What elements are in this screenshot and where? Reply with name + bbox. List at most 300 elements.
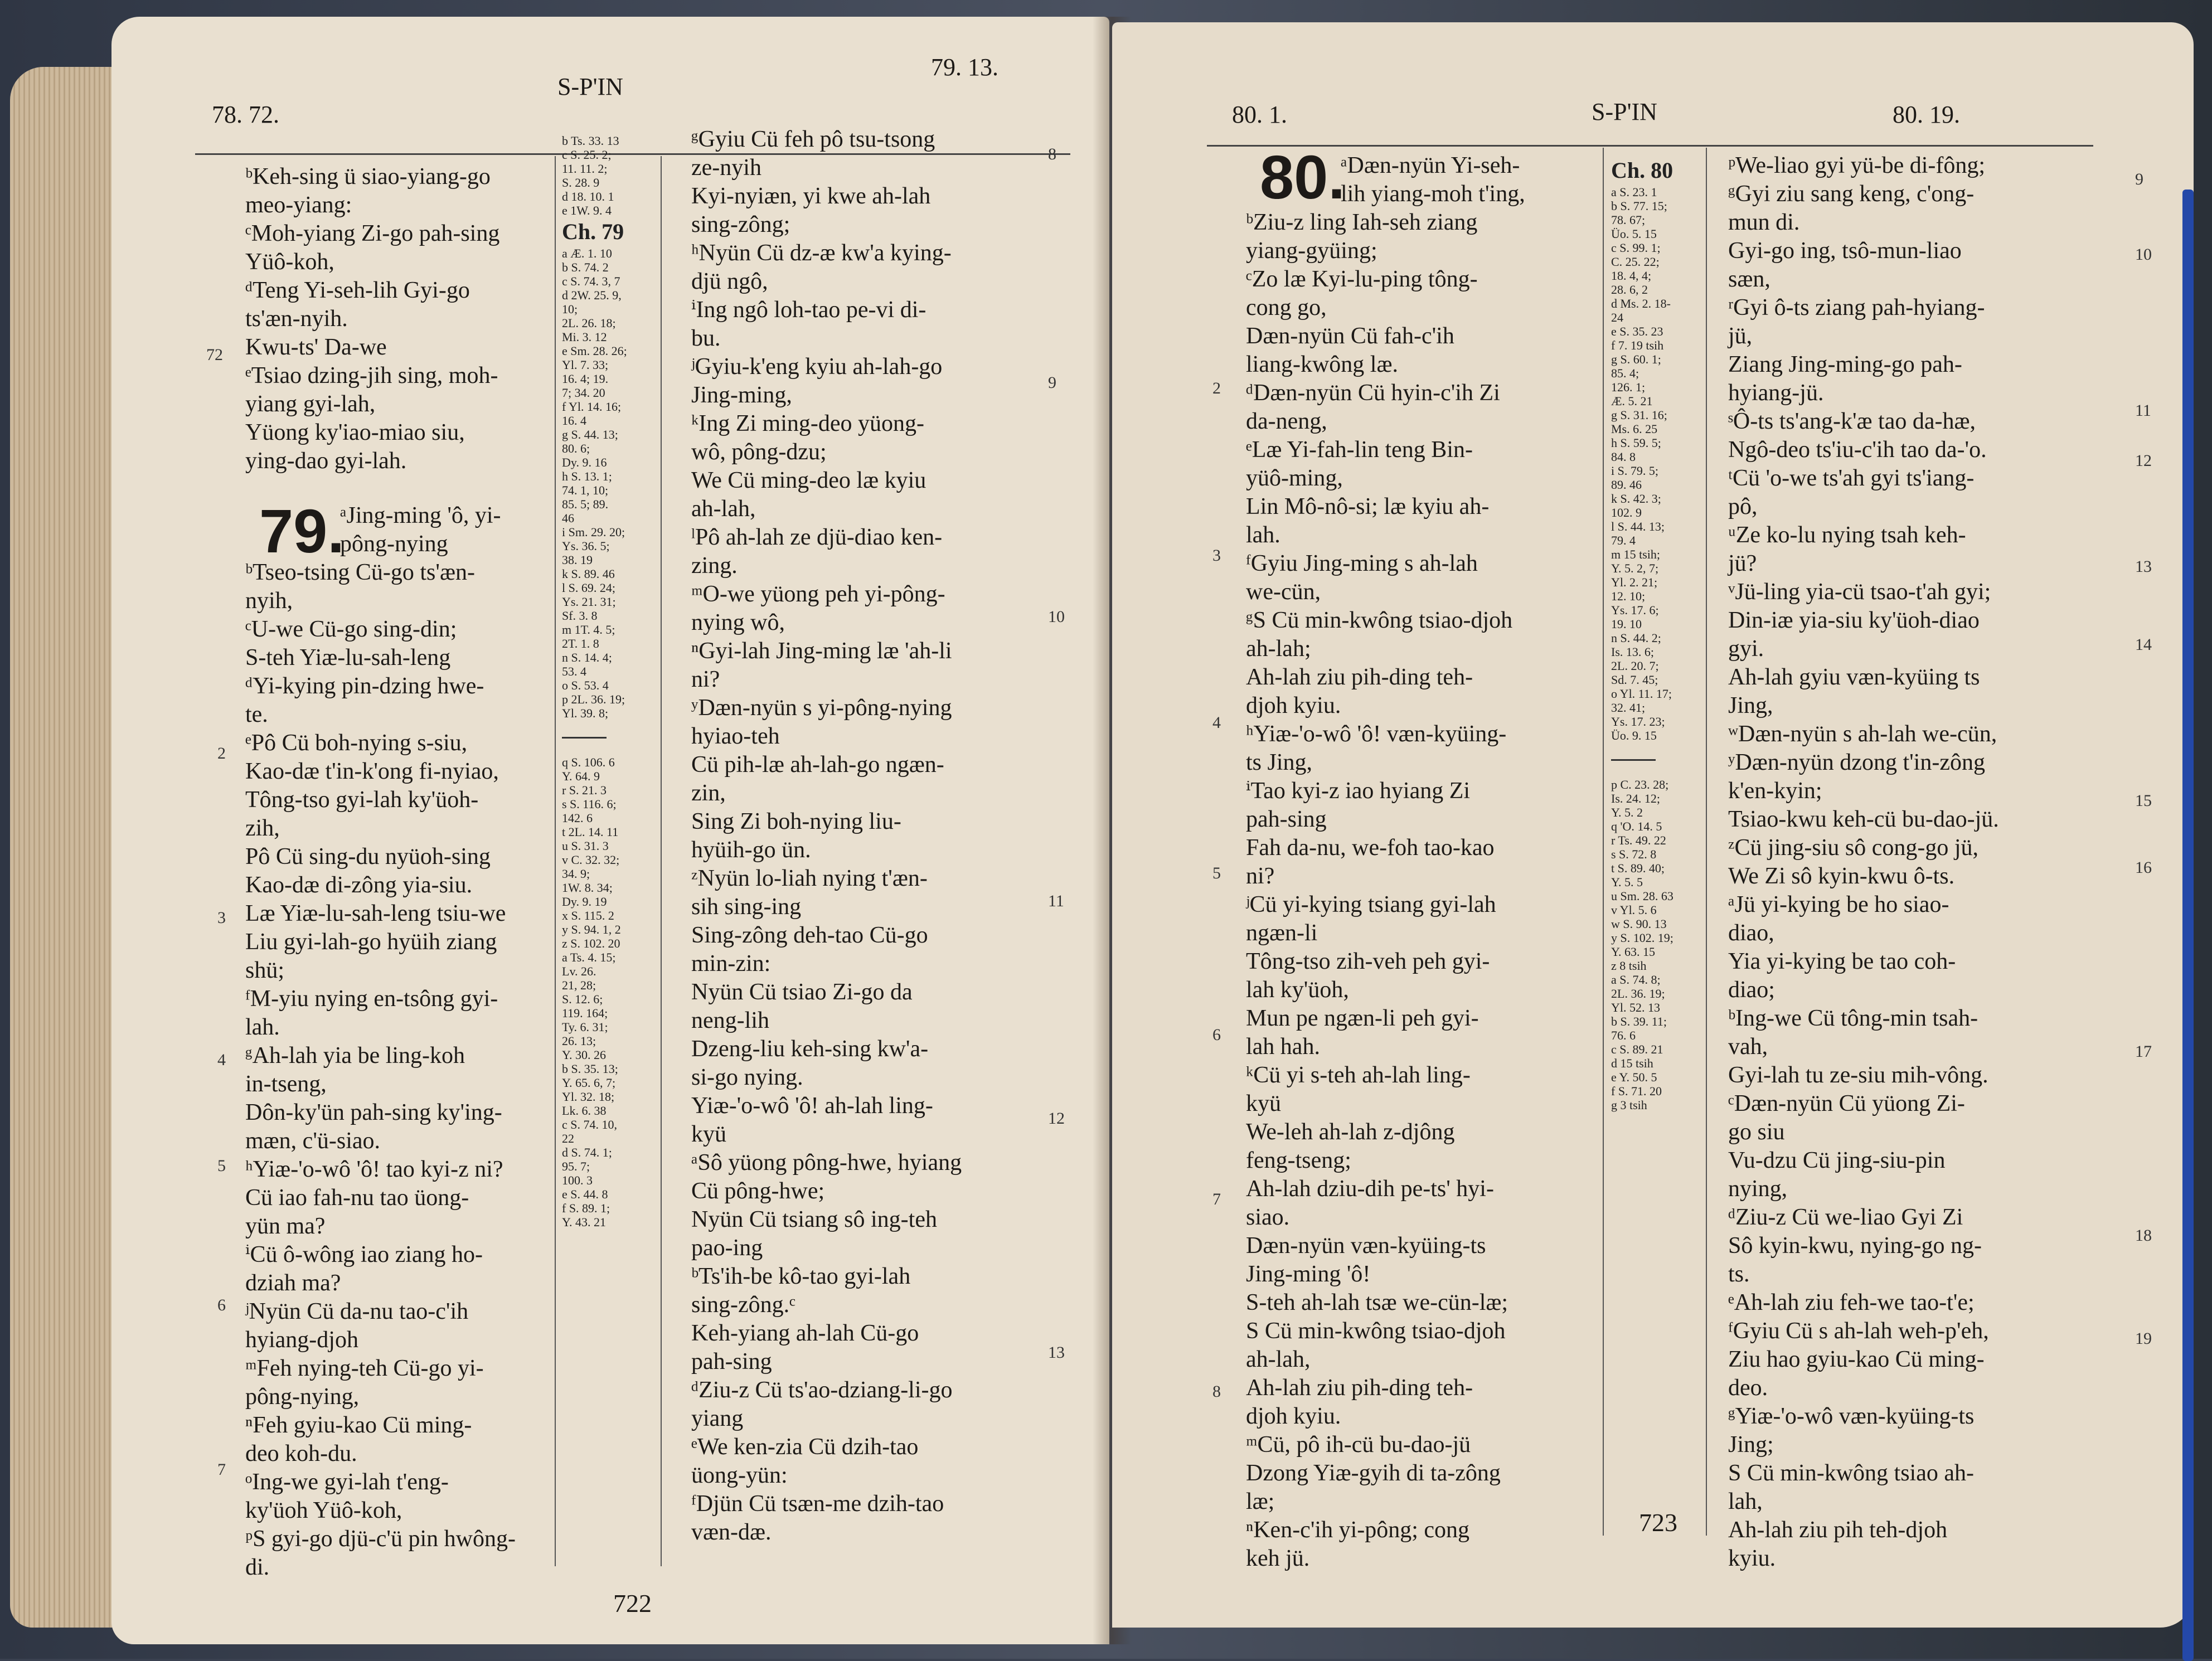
verse-line: We-leh ah-lah z-djông — [1246, 1119, 1455, 1145]
page-edges — [10, 67, 122, 1628]
verse-number: 11 — [1048, 892, 1064, 910]
verse-line: di. — [245, 1555, 270, 1580]
verse-line: Dzeng-liu keh-sing kw'a- — [691, 1036, 929, 1062]
verse-line: hyiang-jü. — [1728, 380, 1824, 406]
reference-entry: Æ. 5. 21 — [1611, 394, 1653, 408]
reference-entry: 11. 11. 2; — [562, 162, 608, 176]
verse-line: we-cün, — [1246, 579, 1321, 605]
reference-entry: 19. 10 — [1611, 617, 1642, 631]
verse-line: lah, — [1728, 1489, 1763, 1514]
reference-entry: 79. 4 — [1611, 533, 1636, 547]
reference-entry: 53. 4 — [562, 664, 586, 678]
verse-line: lah hah. — [1246, 1034, 1320, 1060]
right-references-column — [1611, 156, 1700, 1112]
reference-entry: p 2L. 36. 19; — [562, 692, 625, 706]
reference-entry: 7; 34. 20 — [562, 386, 605, 400]
reference-entry: m 15 tsih; — [1611, 547, 1661, 561]
reference-entry: 46 — [562, 511, 574, 525]
verse-line: feng-tseng; — [1246, 1148, 1351, 1173]
verse-line: ᶠGyiu Jing-ming s ah-lah — [1246, 551, 1478, 576]
verse-line: Dzong Yiæ-gyih di ta-zông — [1246, 1460, 1501, 1486]
reference-entry: Y. 63. 15 — [1611, 945, 1656, 959]
verse-line: ᵍGyi ziu sang keng, c'ong- — [1728, 181, 1975, 207]
reference-entry: k S. 42. 3; — [1611, 492, 1661, 506]
verse-line: min-zin: — [691, 951, 771, 977]
reference-entry: b S. 35. 13; — [562, 1062, 618, 1076]
verse-line: jü? — [1728, 551, 1757, 576]
verse-line: djü ngô, — [691, 269, 768, 294]
reference-entry: n S. 44. 2; — [1611, 631, 1661, 645]
verse-line: Dæn-nyün væn-kyüing-ts — [1246, 1233, 1486, 1259]
verse-line: sing-zông.ᶜ — [691, 1292, 795, 1318]
reference-entry: v Yl. 5. 6 — [1611, 903, 1657, 917]
verse-line: shü; — [245, 958, 285, 983]
bookmark-ribbon — [2182, 190, 2194, 1661]
reference-entry: Yl. 52. 13 — [1611, 1001, 1660, 1014]
reference-entry: Yl. 2. 21; — [1611, 575, 1658, 589]
verse-line: ˡPô ah-lah ze djü-diao ken- — [691, 524, 943, 550]
verse-number: 17 — [2135, 1042, 2152, 1061]
refs-separator — [1611, 759, 1656, 761]
reference-entry: r S. 21. 3 — [562, 783, 607, 797]
reference-entry: 34. 9; — [562, 867, 590, 881]
verse-line: Lin Mô-nô-si; læ kyiu ah- — [1246, 494, 1490, 519]
verse-line: lah. — [245, 1014, 280, 1040]
reference-entry: e 1W. 9. 4 — [562, 203, 612, 217]
left-column-divider-2 — [661, 156, 662, 1566]
reference-entry: c S. 99. 1; — [1611, 241, 1661, 255]
reference-entry: Is. 13. 6; — [1611, 645, 1654, 659]
right-page-number: 723 — [1639, 1508, 1677, 1537]
reference-entry: g S. 60. 1; — [1611, 352, 1661, 366]
verse-line: Yüong ky'iao-miao siu, — [245, 420, 465, 445]
left-header-right: 79. 13. — [931, 54, 998, 81]
verse-line: lah. — [1246, 522, 1280, 548]
verse-number: 6 — [1212, 1026, 1221, 1044]
reference-entry: Is. 24. 12; — [1611, 791, 1660, 805]
reference-entry: u Sm. 28. 63 — [1611, 889, 1673, 903]
verse-line: ᵘZe ko-lu nying tsah keh- — [1728, 522, 1966, 548]
verse-line: Yüô-koh, — [245, 249, 334, 275]
verse-line: pao-ing — [691, 1235, 763, 1261]
left-column-1-top — [245, 163, 585, 475]
verse-line: S-teh ah-lah tsæ we-cün-læ; — [1246, 1290, 1508, 1315]
verse-line: ᵐO-we yüong peh yi-pông- — [691, 581, 945, 607]
reference-entry: 80. 6; — [562, 441, 590, 455]
verse-line: væn-dæ. — [691, 1519, 772, 1545]
reference-entry: w S. 90. 13 — [1611, 917, 1667, 931]
verse-line: kyü — [691, 1121, 726, 1147]
right-header-center: S-P'IN — [1592, 98, 1657, 125]
verse-line: ᶻCü jing-siu sô cong-go jü, — [1728, 835, 1978, 861]
verse-line: te. — [245, 702, 268, 727]
verse-number: 7 — [1212, 1190, 1221, 1208]
reference-entry: n S. 14. 4; — [562, 650, 612, 664]
reference-entry: l S. 69. 24; — [562, 581, 615, 595]
verse-line: ᵍS Cü min-kwông tsiao-djoh — [1246, 608, 1513, 633]
verse-line: ᵉPô Cü boh-nying s-siu, — [245, 730, 468, 756]
verse-line: ᵉTsiao dzing-jih sing, moh- — [245, 363, 498, 388]
left-header-center: S-P'IN — [557, 73, 623, 100]
reference-entry: S. 28. 9 — [562, 176, 600, 190]
verse-line: ⁿGyi-lah Jing-ming læ 'ah-li — [691, 638, 952, 664]
verse-line: ᵇTseo-tsing Cü-go ts'æn- — [245, 560, 475, 585]
verse-line: deo. — [1728, 1375, 1768, 1401]
verse-line: ᵗCü 'o-we ts'ah gyi ts'iang- — [1728, 465, 1975, 491]
verse-line: ᶜDæn-nyün Cü yüong Zi- — [1728, 1091, 1965, 1116]
reference-entry: b S. 74. 2 — [562, 260, 609, 274]
verse-line: ᵇZiu-z ling Iah-seh ziang — [1246, 210, 1478, 235]
verse-number: 18 — [2135, 1226, 2152, 1245]
reference-entry: e S. 35. 23 — [1611, 324, 1663, 338]
verse-line: Vu-dzu Cü jing-siu-pin — [1728, 1148, 1946, 1173]
verse-number: 19 — [2135, 1329, 2152, 1348]
chapter-number-79: 79. — [259, 497, 345, 566]
verse-line: wô, pông-dzu; — [691, 439, 827, 465]
verse-line: ngæn-li — [1246, 920, 1318, 946]
reference-entry: Y. 5. 2, 7; — [1611, 561, 1659, 575]
reference-entry: 2T. 1. 8 — [562, 637, 599, 650]
reference-entry: i S. 79. 5; — [1611, 464, 1658, 478]
verse-line: ᵇTs'ih-be kô-tao gyi-lah — [691, 1264, 911, 1289]
verse-line: Pô Cü sing-du nyüoh-sing — [245, 844, 491, 870]
verse-line: k'en-kyin; — [1728, 778, 1822, 804]
reference-entry: 32. 41; — [1611, 701, 1646, 715]
verse-line: Dæn-nyün Cü fah-c'ih — [1246, 323, 1454, 349]
verse-line: S-teh Yiæ-lu-sah-leng — [245, 645, 451, 671]
verse-line: Jing; — [1728, 1432, 1774, 1458]
reference-entry: 16. 4 — [562, 414, 586, 428]
left-column-2 — [691, 125, 1076, 1547]
reference-entry: z S. 102. 20 — [562, 936, 620, 950]
verse-line: ᶜZo læ Kyi-lu-ping tông- — [1246, 266, 1478, 292]
verse-line: deo koh-du. — [245, 1441, 357, 1466]
reference-entry: d 18. 10. 1 — [562, 190, 614, 203]
verse-line: ah-lah; — [1246, 636, 1311, 662]
reference-entry: p C. 23. 28; — [1611, 778, 1669, 791]
verse-line: ᵉWe ken-zia Cü dzih-tao — [691, 1434, 919, 1460]
reference-entry: a Æ. 1. 10 — [562, 246, 612, 260]
verse-line: Ah-lah dziu-dih pe-ts' hyi- — [1246, 1176, 1494, 1202]
reference-entry: Ys. 17. 6; — [1611, 603, 1659, 617]
verse-line: Cü pông-hwe; — [691, 1178, 825, 1204]
verse-line: ᶻNyün lo-liah nying t'æn- — [691, 866, 928, 891]
verse-line: vah, — [1728, 1034, 1768, 1060]
right-header-left: 80. 1. — [1232, 101, 1287, 128]
right-column-divider-1 — [1603, 148, 1604, 1536]
verse-line: Din-iæ yia-siu ky'üoh-diao — [1728, 608, 1980, 633]
chapter-number-80: 80. — [1260, 143, 1345, 212]
verse-line: nyih, — [245, 588, 293, 614]
verse-line: Dôn-ky'ün pah-sing ky'ing- — [245, 1100, 502, 1125]
verse-line: Yiæ-'o-wô 'ô! ah-lah ling- — [691, 1093, 933, 1119]
verse-line: ᵃJing-ming 'ô, yi- — [340, 503, 501, 528]
reference-entry: z 8 tsih — [1611, 959, 1647, 973]
verse-line: ᵏIng Zi ming-deo yüong- — [691, 411, 925, 436]
reference-entry: 100. 3 — [562, 1173, 593, 1187]
reference-entry: Y. 5. 2 — [1611, 805, 1643, 819]
verse-line: ᵒIng-we gyi-lah t'eng- — [245, 1469, 449, 1495]
reference-entry: h S. 59. 5; — [1611, 436, 1661, 450]
reference-entry: S. 12. 6; — [562, 992, 603, 1006]
verse-line: djoh kyiu. — [1246, 693, 1341, 718]
verse-line: Sing Zi boh-nying liu- — [691, 809, 901, 834]
verse-number: 13 — [2135, 557, 2152, 576]
verse-line: ᵉAh-lah ziu feh-we tao-t'e; — [1728, 1290, 1975, 1315]
verse-number: 9 — [1048, 373, 1056, 392]
verse-line: lah ky'üoh, — [1246, 977, 1349, 1003]
verse-line: liang-kwông læ. — [1246, 352, 1398, 377]
verse-line: ze-nyih — [691, 155, 761, 181]
verse-line: Nyün Cü tsiao Zi-go da — [691, 979, 913, 1005]
reference-entry: C. 25. 22; — [1611, 255, 1660, 269]
verse-line: We Zi sô kyin-kwu ô-ts. — [1728, 863, 1955, 889]
verse-line: keh jü. — [1246, 1546, 1310, 1571]
reference-entry: b S. 39. 11; — [1611, 1014, 1667, 1028]
left-page-number: 722 — [613, 1589, 652, 1618]
refs-chapter-label: Ch. 79 — [562, 219, 624, 244]
verse-line: in-tseng, — [245, 1071, 327, 1097]
reference-entry: y S. 94. 1, 2 — [562, 922, 621, 936]
verse-line: ᵈZiu-z Cü ts'ao-dziang-li-go — [691, 1377, 953, 1403]
verse-line: ᵈZiu-z Cü we-liao Gyi Zi — [1728, 1205, 1963, 1230]
left-header-left: 78. 72. — [212, 101, 279, 128]
verse-number: 5 — [217, 1157, 226, 1175]
reference-entry: Yl. 39. 8; — [562, 706, 609, 720]
reference-entry: f S. 89. 1; — [562, 1201, 610, 1215]
verse-line: sih sing-ing — [691, 894, 802, 920]
verse-line: ᶠM-yiu nying en-tsông gyi- — [245, 986, 498, 1012]
reference-entry: o S. 53. 4 — [562, 678, 609, 692]
left-page — [111, 17, 1109, 1644]
verse-line: Fah da-nu, we-foh tao-kao — [1246, 835, 1495, 861]
right-page — [1112, 22, 2194, 1628]
verse-line: Tông-tso zih-veh peh gyi- — [1246, 949, 1490, 974]
verse-line: Tsiao-kwu keh-cü bu-dao-jü. — [1728, 807, 1999, 832]
reference-entry: 74. 1, 10; — [562, 483, 609, 497]
verse-line: S Cü min-kwông tsiao-djoh — [1246, 1318, 1506, 1344]
verse-line: ᵍGyiu Cü feh pô tsu-tsong — [691, 127, 935, 152]
reference-entry: a S. 23. 1 — [1611, 185, 1657, 199]
verse-line: yiang — [691, 1406, 744, 1431]
verse-line: neng-lih — [691, 1008, 769, 1033]
verse-line: sæn, — [1728, 266, 1770, 292]
reference-entry: g S. 31. 16; — [1611, 408, 1667, 422]
verse-line: Jing, — [1728, 693, 1773, 718]
verse-line: ᵃDæn-nyün Yi-seh- — [1341, 153, 1520, 178]
verse-line: ʲGyiu-k'eng kyiu ah-lah-go — [691, 354, 943, 380]
reference-entry: 78. 67; — [1611, 213, 1646, 227]
verse-line: yün ma? — [245, 1213, 326, 1239]
verse-line: ʸDæn-nyün s yi-pông-nying — [691, 695, 952, 721]
reference-entry: d Ms. 2. 18- — [1611, 297, 1671, 310]
verse-line: Cü pih-læ ah-lah-go ngæn- — [691, 752, 944, 778]
verse-number: 7 — [217, 1460, 226, 1479]
verse-line: ⁿKen-c'ih yi-pông; cong — [1246, 1517, 1470, 1543]
verse-line: ᵇKeh-sing ü siao-yiang-go — [245, 164, 491, 190]
verse-line: Ah-lah gyiu væn-kyüing ts — [1728, 664, 1980, 690]
verse-line: zih, — [245, 815, 280, 841]
reference-entry: c S. 25. 2; — [562, 148, 612, 162]
reference-entry: h S. 13. 1; — [562, 469, 612, 483]
verse-line: diao, — [1728, 920, 1774, 946]
reference-entry: 119. 164; — [562, 1006, 608, 1020]
verse-line: jü, — [1728, 323, 1753, 349]
verse-line: dziah ma? — [245, 1270, 341, 1296]
verse-line: ⁿFeh gyiu-kao Cü ming- — [245, 1412, 472, 1438]
verse-number: 14 — [2135, 635, 2152, 654]
verse-line: Jing-ming 'ô! — [1246, 1261, 1371, 1287]
reference-entry: 12. 10; — [1611, 589, 1646, 603]
reference-entry: Y. 65. 6, 7; — [562, 1076, 616, 1090]
right-column-1 — [1246, 152, 1603, 1573]
verse-line: Kwu-ts' Da-we — [245, 334, 387, 360]
verse-line: pah-sing — [691, 1349, 772, 1375]
verse-line: kyiu. — [1728, 1546, 1776, 1571]
verse-line: üong-yün: — [691, 1463, 788, 1488]
verse-line: hyiao-teh — [691, 723, 780, 749]
verse-line: meo-yiang: — [245, 192, 352, 218]
reference-entry: x S. 115. 2 — [562, 909, 614, 922]
reference-entry: i Sm. 29. 20; — [562, 525, 625, 539]
verse-line: Ziang Jing-ming-go pah- — [1728, 352, 1962, 377]
verse-number: 13 — [1048, 1343, 1065, 1362]
verse-line: yiang gyi-lah, — [245, 391, 376, 417]
verse-line: Keh-yiang ah-lah Cü-go — [691, 1320, 919, 1346]
reference-entry: 102. 9 — [1611, 506, 1642, 519]
verse-line: mun di. — [1728, 210, 1800, 235]
verse-line: ᵃJü yi-kying be ho siao- — [1728, 892, 1949, 917]
verse-line: kyü — [1246, 1091, 1281, 1116]
reference-entry: 26. 13; — [562, 1034, 596, 1048]
verse-line: ʰNyün Cü dz-æ kw'a kying- — [691, 240, 952, 266]
reference-entry: m 1T. 4. 5; — [562, 623, 615, 637]
verse-line: Sing-zông deh-tao Cü-go — [691, 922, 928, 948]
reference-entry: 21, 28; — [562, 978, 596, 992]
refs-chapter-label: Ch. 80 — [1611, 158, 1673, 183]
verse-line: ᵐFeh nying-teh Cü-go yi- — [245, 1356, 484, 1381]
verse-line: Ah-lah ziu pih-ding teh- — [1246, 1375, 1473, 1401]
reference-entry: Yl. 32. 18; — [562, 1090, 615, 1104]
verse-line: ah-lah, — [691, 496, 756, 522]
verse-number: 10 — [1048, 608, 1065, 626]
reference-entry: e Sm. 28. 26; — [562, 344, 627, 358]
reference-entry: a Ts. 4. 15; — [562, 950, 616, 964]
reference-entry: 16. 4; 19. — [562, 372, 609, 386]
verse-line: Ah-lah ziu pih-ding teh- — [1246, 664, 1473, 690]
verse-line: gyi. — [1728, 636, 1764, 662]
verse-line: ᵇIng-we Cü tông-min tsah- — [1728, 1006, 1978, 1031]
verse-line: pông-nying, — [245, 1384, 360, 1410]
verse-line: Cü iao fah-nu tao üong- — [245, 1185, 469, 1211]
verse-line: pah-sing — [1246, 807, 1327, 832]
verse-line: go siu — [1728, 1119, 1785, 1145]
reference-entry: u S. 31. 3 — [562, 839, 609, 853]
verse-line: hyüih-go ün. — [691, 837, 811, 863]
reference-entry: 76. 6 — [1611, 1028, 1636, 1042]
verse-line: ᵈTeng Yi-seh-lih Gyi-go — [245, 278, 470, 303]
verse-line: hyiang-djoh — [245, 1327, 358, 1353]
left-references-column — [562, 134, 651, 1229]
reference-entry: t 2L. 14. 11 — [562, 825, 619, 839]
verse-line: ᵉLæ Yi-fah-lin teng Bin- — [1246, 437, 1473, 463]
verse-line: Kao-dæ di-zông yia-siu. — [245, 872, 473, 898]
reference-entry: v C. 32. 32; — [562, 853, 620, 867]
reference-entry: 84. 8 — [1611, 450, 1636, 464]
verse-line: diao; — [1728, 977, 1775, 1003]
verse-line: nying, — [1728, 1176, 1788, 1202]
reference-entry: Sf. 3. 8 — [562, 609, 598, 623]
verse-line: yiang-gyüing; — [1246, 238, 1377, 264]
verse-line: Kyi-nyiæn, yi kwe ah-lah — [691, 183, 931, 209]
verse-number: 2 — [1212, 379, 1221, 397]
verse-line: ᵖS gyi-go djü-c'ü pin hwông- — [245, 1526, 516, 1552]
reference-entry: Ys. 36. 5; — [562, 539, 610, 553]
verse-line: ᶠGyiu Cü s ah-lah weh-p'eh, — [1728, 1318, 1989, 1344]
right-header-right: 80. 19. — [1893, 101, 1960, 128]
reference-entry: 85. 5; 89. — [562, 497, 609, 511]
verse-line: ʷDæn-nyün s ah-lah we-cün, — [1728, 721, 1997, 747]
verse-line: We Cü ming-deo læ kyiu — [691, 468, 926, 493]
verse-line: zing. — [691, 553, 738, 579]
verse-line: Nyün Cü tsiang sô ing-teh — [691, 1207, 937, 1232]
reference-entry: Y. 64. 9 — [562, 769, 600, 783]
verse-line: ʲNyün Cü da-nu tao-c'ih — [245, 1299, 469, 1324]
verse-line: Ziu hao gyiu-kao Cü ming- — [1728, 1347, 1985, 1372]
reference-entry: g 3 tsih — [1611, 1098, 1647, 1112]
verse-number: 2 — [217, 744, 226, 762]
verse-line: ʳGyi ô-ts ziang pah-hyiang- — [1728, 295, 1985, 320]
reference-entry: e S. 44. 8 — [562, 1187, 608, 1201]
reference-entry: 18. 4, 4; — [1611, 269, 1652, 283]
verse-number: 4 — [217, 1051, 226, 1069]
verse-line: da-neng, — [1246, 409, 1327, 434]
verse-line: ᵍYiæ-'o-wô væn-kyüing-ts — [1728, 1403, 1975, 1429]
reference-entry: Dy. 9. 19 — [562, 895, 607, 909]
reference-entry: Üo. 5. 15 — [1611, 227, 1657, 241]
verse-line: ni? — [1246, 863, 1275, 889]
reference-entry: s S. 116. 6; — [562, 797, 617, 811]
reference-entry: 1W. 8. 34; — [562, 881, 613, 895]
reference-entry: Lv. 26. — [562, 964, 596, 978]
reference-entry: Ys. 21. 31; — [562, 595, 616, 609]
refs-separator — [562, 737, 607, 739]
reference-entry: q S. 106. 6 — [562, 755, 615, 769]
verse-line: ʸDæn-nyün dzong t'in-zông — [1728, 750, 1985, 775]
reference-entry: Dy. 9. 16 — [562, 455, 607, 469]
reference-entry: Ty. 6. 31; — [562, 1020, 608, 1034]
reference-entry: Sd. 7. 45; — [1611, 673, 1658, 687]
reference-entry: c S. 89. 21 — [1611, 1042, 1663, 1056]
verse-line: ᵐCü, pô ih-cü bu-dao-jü — [1246, 1432, 1471, 1458]
verse-number: 11 — [2135, 401, 2151, 420]
reference-entry: c S. 74. 10, — [562, 1118, 617, 1131]
reference-entry: Lk. 6. 38 — [562, 1104, 607, 1118]
verse-line: ky'üoh Yüô-koh, — [245, 1498, 402, 1523]
verse-number: 16 — [2135, 858, 2152, 877]
verse-line: ᵖWe-liao gyi yü-be di-fông; — [1728, 153, 1986, 178]
verse-number: 12 — [1048, 1109, 1065, 1128]
verse-line: ts. — [1728, 1261, 1750, 1287]
reference-entry: 24 — [1611, 310, 1623, 324]
verse-line: ah-lah, — [1246, 1347, 1311, 1372]
verse-line: mæn, c'ü-siao. — [245, 1128, 381, 1154]
verse-line: ᵛJü-ling yia-cü tsao-t'ah gyi; — [1728, 579, 1991, 605]
verse-line: cong go, — [1246, 295, 1327, 320]
verse-number: 3 — [217, 909, 226, 927]
verse-line: ˢÔ-ts ts'ang-k'æ tao da-hæ, — [1728, 409, 1976, 434]
verse-line: Læ Yiæ-lu-sah-leng tsiu-we — [245, 901, 506, 926]
